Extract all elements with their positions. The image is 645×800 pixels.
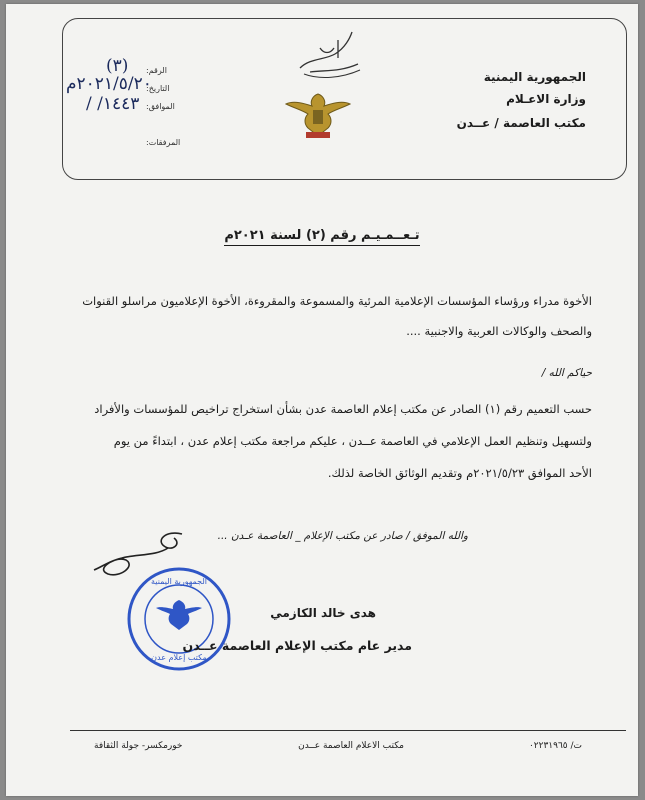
- stamp-bottom-text: مكتب إعلام عدن: [151, 653, 207, 662]
- circular-title: [6, 228, 638, 243]
- ref-value: (٣): [106, 56, 129, 76]
- calligraphy-logo: [290, 28, 370, 84]
- body-line-1: حسب التعميم رقم (١) الصادر عن مكتب إعلام العاصمة عدن بشأن استخراج تراخيص للمؤسسات والأفراد: [94, 402, 592, 416]
- closing-line: والله الموفق / صادر عن مكتب الإعلام _ العاصمة عـدن ...: [217, 530, 468, 542]
- footer-address: خورمكسر- جولة الثقافة: [94, 741, 183, 751]
- office-name: مكتب العاصمة / عــدن: [456, 116, 586, 130]
- ministry-name: وزارة الاعـلام: [506, 92, 586, 106]
- hijri-value: ١٤٤٣/ /: [86, 94, 140, 114]
- signer-name: هدى خالد الكازمي: [270, 606, 376, 620]
- stamp-top-text: الجمهورية اليمنية: [150, 577, 208, 586]
- circular-title-text: تـعــمـيـم رقم (٢) لسنة ٢٠٢١م: [224, 228, 419, 246]
- yemen-emblem-icon: [282, 88, 354, 142]
- document-page: [6, 4, 638, 796]
- official-stamp: [124, 564, 234, 674]
- attachments-label: المرفقات:: [146, 138, 181, 147]
- hijri-label: الموافق:: [146, 102, 175, 111]
- footer-divider: [70, 730, 626, 731]
- country-name: الجمهورية اليمنية: [483, 70, 586, 84]
- footer-phone: ت/ ٠٢٢٣١٩٦٥: [528, 741, 582, 751]
- signer-title: مدير عام مكتب الإعلام العاصمة عــدن: [182, 638, 412, 653]
- greeting: حياكم الله /: [541, 367, 592, 379]
- date-label: التاريخ:: [146, 84, 170, 93]
- addressee-line-2: والصحف والوكالات العربية والاجنبية ....: [406, 324, 592, 338]
- ref-label: الرقم:: [146, 66, 167, 75]
- body-line-3: الأحد الموافق ٢٠٢١/٥/٢٣م وتقديم الوثائق الخاصة لذلك.: [327, 466, 592, 480]
- body-line-2: ولتسهيل وتنظيم العمل الإعلامي في العاصمة عــدن ، عليكم مراجعة مكتب إعلام عدن ، ابتداءً من يوم: [113, 434, 592, 448]
- footer-office: مكتب الاعلام العاصمة عــدن: [298, 741, 404, 751]
- addressee-line-1: الأخوة مدراء ورؤساء المؤسسات الإعلامية المرئية والمسموعة والمقروءة، الأخوة الإعلاميون مراسلو القنوات: [82, 294, 592, 308]
- date-value: ٢٠٢١/٥/٢٠م: [66, 74, 152, 94]
